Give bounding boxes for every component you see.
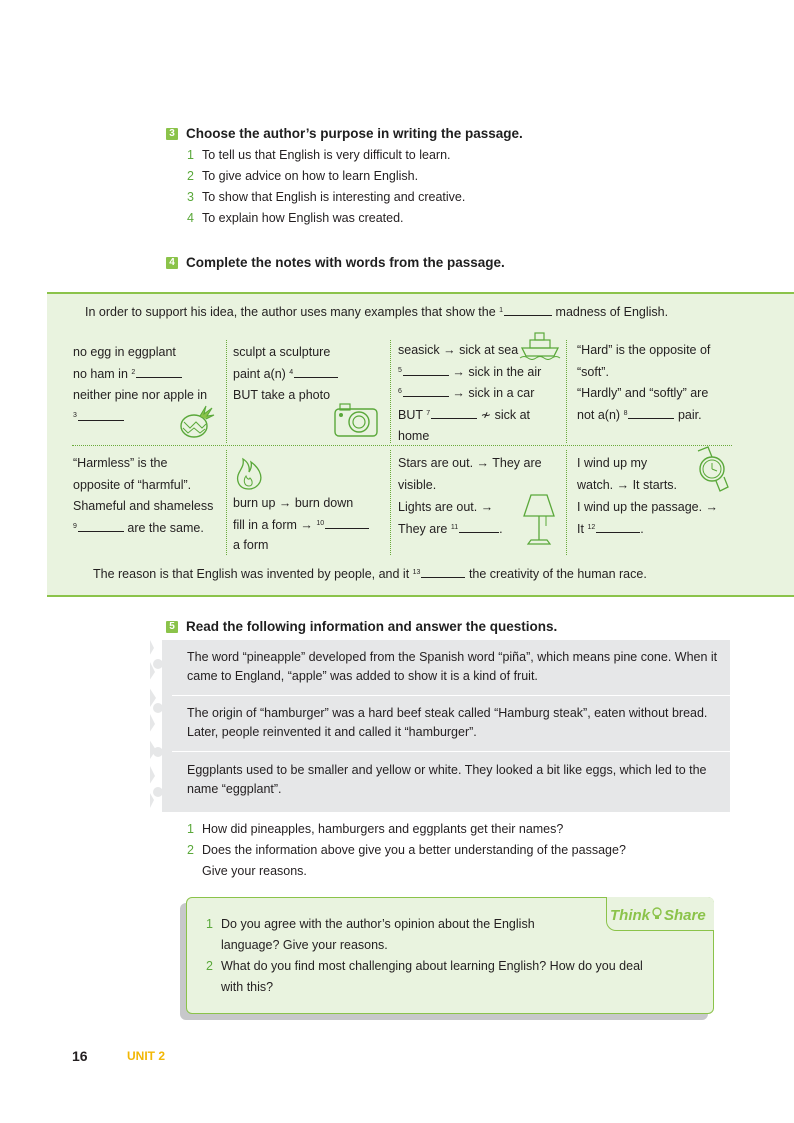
- option-item: 2 To give advice on how to learn English.: [187, 169, 419, 183]
- info-pineapple: The word “pineapple” developed from the Spanish word “piña”, which means pine cone. When it came to England, “apple” was added to show it is a kind of fruit.: [187, 650, 718, 683]
- watch-icon: [690, 445, 732, 493]
- option-item: 4 To explain how English was created.: [187, 211, 404, 225]
- think-share-questions: [206, 914, 643, 998]
- info-separator: [172, 695, 730, 696]
- section-number-badge: 4: [166, 257, 178, 269]
- pineapple-icon: [176, 402, 216, 440]
- info-separator: [172, 751, 730, 752]
- column-divider: [226, 450, 227, 555]
- think-share-label: Think Share: [610, 907, 706, 924]
- column-divider: [390, 450, 391, 555]
- fire-icon: [232, 451, 266, 491]
- think-item: 1 Do you agree with the author’s opinion about the English: [206, 917, 535, 931]
- info-eggplant: Eggplants used to be smaller and yellow or white. They looked a bit like eggs, which led to the name “eggplant”.: [187, 763, 707, 796]
- answer-blank[interactable]: [403, 363, 449, 376]
- answer-blank[interactable]: [78, 519, 124, 532]
- column-divider: [566, 340, 567, 443]
- think-item-continued: with this?: [221, 980, 274, 994]
- note-cell-wind-up: I wind up my watch. → It starts. I wind up the passage. → It $^{12}$ .: [577, 456, 719, 536]
- section-number-badge: 3: [166, 128, 178, 140]
- info-hamburger: The origin of “hamburger” was a hard beef steak called “Hamburg steak”, eaten without bread. Later, people reinvented it and called it “hamburger”.: [187, 706, 708, 739]
- column-divider: [566, 450, 567, 555]
- lightbulb-icon: [651, 906, 663, 922]
- page-number: 16: [72, 1048, 88, 1064]
- ship-icon: [518, 328, 564, 360]
- section-4-heading: [166, 255, 505, 270]
- answer-blank[interactable]: [459, 520, 499, 533]
- section-5-questions: [187, 819, 626, 882]
- note-cell-sculpture: sculpt a sculpture paint a(n) $^4$ BUT take a photo: [233, 342, 383, 407]
- section-5-title: Read the following information and answer the questions.: [186, 619, 558, 634]
- section-5-heading: [166, 619, 557, 634]
- answer-blank[interactable]: [504, 303, 552, 316]
- option-item: 1 To tell us that English is very difficult to learn.: [187, 148, 451, 162]
- think-item: 2 What do you find most challenging about learning English? How do you deal: [206, 959, 643, 973]
- column-divider: [226, 340, 227, 443]
- answer-blank[interactable]: [431, 406, 477, 419]
- answer-blank[interactable]: [294, 365, 338, 378]
- note-cell-hard-soft: “Hard” is the opposite of “soft”. “Hardly” and “softly” are not a(n) $^8$ pair.: [577, 343, 711, 422]
- question-item: 2 Does the information above give you a better understanding of the passage?: [187, 843, 626, 857]
- note-cell-eggplant: no egg in eggplant no ham in $^2$ neither pine nor apple in $^3$: [73, 345, 208, 419]
- note-cell-harmless: “Harmless” is the opposite of “harmful”. Shameful and shameless $^9$ are the same.: [73, 456, 214, 535]
- answer-blank[interactable]: [403, 384, 449, 397]
- section-3-title: Choose the author’s purpose in writing the passage.: [186, 126, 523, 141]
- section-3-options: [187, 145, 465, 229]
- column-divider: [390, 340, 391, 443]
- question-item-continued: Give your reasons.: [202, 864, 307, 878]
- answer-blank[interactable]: [596, 520, 640, 533]
- think-item-continued: language? Give your reasons.: [221, 938, 388, 952]
- torn-paper-edge: [142, 640, 172, 812]
- answer-blank[interactable]: [628, 406, 674, 419]
- note-cell-seasick: seasick → sick at sea $^5$ → sick in the air $^6$ → sick in a car BUT $^7$ ≁ sick at home: [398, 343, 542, 443]
- section-number-badge: 5: [166, 621, 178, 633]
- answer-blank[interactable]: [78, 408, 124, 421]
- section-3-heading: [166, 126, 523, 141]
- answer-blank[interactable]: [421, 565, 465, 578]
- section-4-title: Complete the notes with words from the passage.: [186, 255, 505, 270]
- question-item: 1 How did pineapples, hamburgers and eggplants get their names?: [187, 822, 564, 836]
- notes-intro: In order to support his idea, the author uses many examples that show the $^1$ madness of English.: [85, 305, 669, 319]
- answer-blank[interactable]: [325, 516, 369, 529]
- answer-blank[interactable]: [136, 365, 182, 378]
- notes-conclusion: The reason is that English was invented by people, and it $^{13}$ the creativity of the human race.: [93, 567, 647, 581]
- note-cell-burn-up: burn up → burn down fill in a form → $^{10}$ a form: [233, 493, 388, 554]
- note-cell-stars-out: Stars are out. → They are visible. Lights are out. → They are $^{11}$ .: [398, 456, 542, 536]
- camera-icon: [332, 400, 380, 438]
- lamp-icon: [520, 492, 558, 548]
- option-item: 3 To show that English is interesting and creative.: [187, 190, 466, 204]
- unit-label: UNIT 2: [127, 1049, 166, 1063]
